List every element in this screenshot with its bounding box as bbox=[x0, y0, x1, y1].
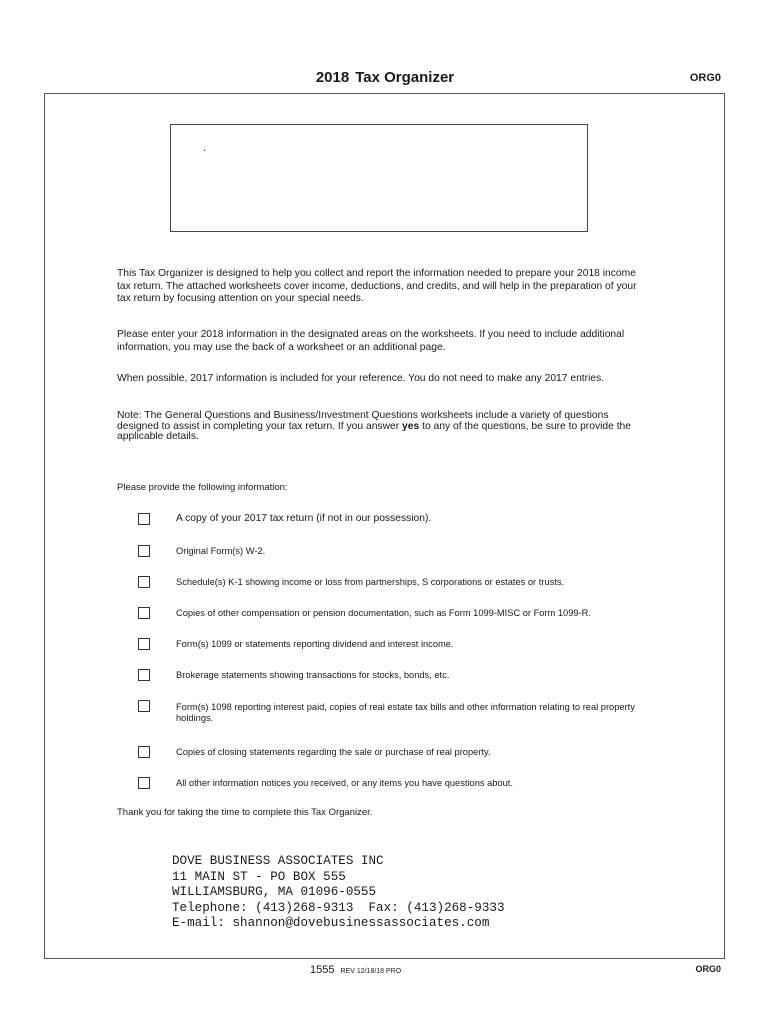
checklist-item-1098: Form(s) 1098 reporting interest paid, copies of real estate tax bills and other information relating to real property holdings. bbox=[176, 702, 635, 723]
checklist-item-prior-return: A copy of your 2017 tax return (if not in our possession). bbox=[176, 513, 432, 524]
footer-number: 1555 bbox=[310, 964, 335, 976]
preparer-street: 11 MAIN ST - PO BOX 555 bbox=[172, 869, 346, 884]
preparer-city: WILLIAMSBURG, MA 01096-0555 bbox=[172, 885, 377, 899]
checkbox-compensation[interactable] bbox=[138, 607, 150, 619]
instructions-paragraph: Please enter your 2018 information in the designated areas on the worksheets. If you need to include additional information, you may use the back of a worksheet or an additional page. bbox=[117, 329, 625, 353]
checkbox-k1[interactable] bbox=[138, 576, 150, 588]
prior-year-paragraph: When possible, 2017 information is included for your reference. You do not need to make any 2017 entries. bbox=[117, 373, 605, 384]
note-paragraph bbox=[117, 411, 647, 443]
preparer-name: DOVE BUSINESS ASSOCIATES INC bbox=[172, 854, 384, 868]
closing-note: Thank you for taking the time to complete this Tax Organizer. bbox=[117, 807, 373, 818]
title-text: Tax Organizer bbox=[355, 69, 455, 86]
checkbox-brokerage[interactable] bbox=[138, 669, 150, 681]
checkbox-prior-return[interactable] bbox=[138, 513, 150, 525]
checklist-item-compensation: Copies of other compensation or pension documentation, such as Form 1099-MISC or Form 1099-R. bbox=[176, 608, 591, 618]
preparer-email: E-mail: shannon@dovebusinessassociates.com bbox=[172, 916, 490, 930]
checkbox-other-info[interactable] bbox=[138, 777, 150, 789]
checklist-heading: Please provide the following information: bbox=[117, 482, 288, 493]
checklist-item-w2: Original Form(s) W-2. bbox=[176, 546, 266, 556]
footer-revision: REV 12/18/18 PRO bbox=[340, 968, 402, 975]
client-address-box bbox=[170, 124, 588, 232]
form-code-bottom: ORG0 bbox=[695, 964, 721, 974]
checklist-item-k1: Schedule(s) K-1 showing income or loss from partnerships, S corporations or estates or trusts. bbox=[176, 577, 565, 587]
checklist-item-1099: Form(s) 1099 or statements reporting dividend and interest income. bbox=[176, 639, 454, 649]
checkbox-closing-statements[interactable] bbox=[138, 746, 150, 758]
page-title bbox=[0, 69, 770, 86]
checkbox-w2[interactable] bbox=[138, 545, 150, 557]
tax-year: 2018 bbox=[315, 69, 350, 86]
preparer-address-block bbox=[172, 854, 505, 932]
form-code-top: ORG0 bbox=[689, 72, 721, 84]
checkbox-1099[interactable] bbox=[138, 638, 150, 650]
checklist-item-other-info: All other information notices you received, or any items you have questions about. bbox=[176, 778, 513, 788]
footer-id bbox=[310, 964, 401, 976]
note-yes-keyword: yes bbox=[402, 420, 420, 432]
preparer-phone: Telephone: (413)268-9313 Fax: (413)268-9333 bbox=[172, 900, 505, 915]
checklist-item-closing-statements: Copies of closing statements regarding the sale or purchase of real property. bbox=[176, 747, 491, 757]
checklist-item-brokerage: Brokerage statements showing transactions for stocks, bonds, etc. bbox=[176, 670, 450, 680]
note-text-end: to any of the questions, be sure to provide the applicable details. bbox=[117, 420, 632, 442]
note-text-start: Note: The General Questions and Business/Investment Questions worksheets include a variety of questions designed to assist in completing your tax return. If you answer bbox=[117, 410, 609, 432]
intro-paragraph: This Tax Organizer is designed to help you collect and report the information needed to prepare your 2018 income tax return. The attached worksheets cover income, deductions, and credits, and will help in the preparation of your tax return by focusing attention on your special needs. bbox=[117, 268, 637, 304]
client-box-placeholder: . bbox=[203, 140, 207, 154]
checkbox-1098[interactable] bbox=[138, 700, 150, 712]
